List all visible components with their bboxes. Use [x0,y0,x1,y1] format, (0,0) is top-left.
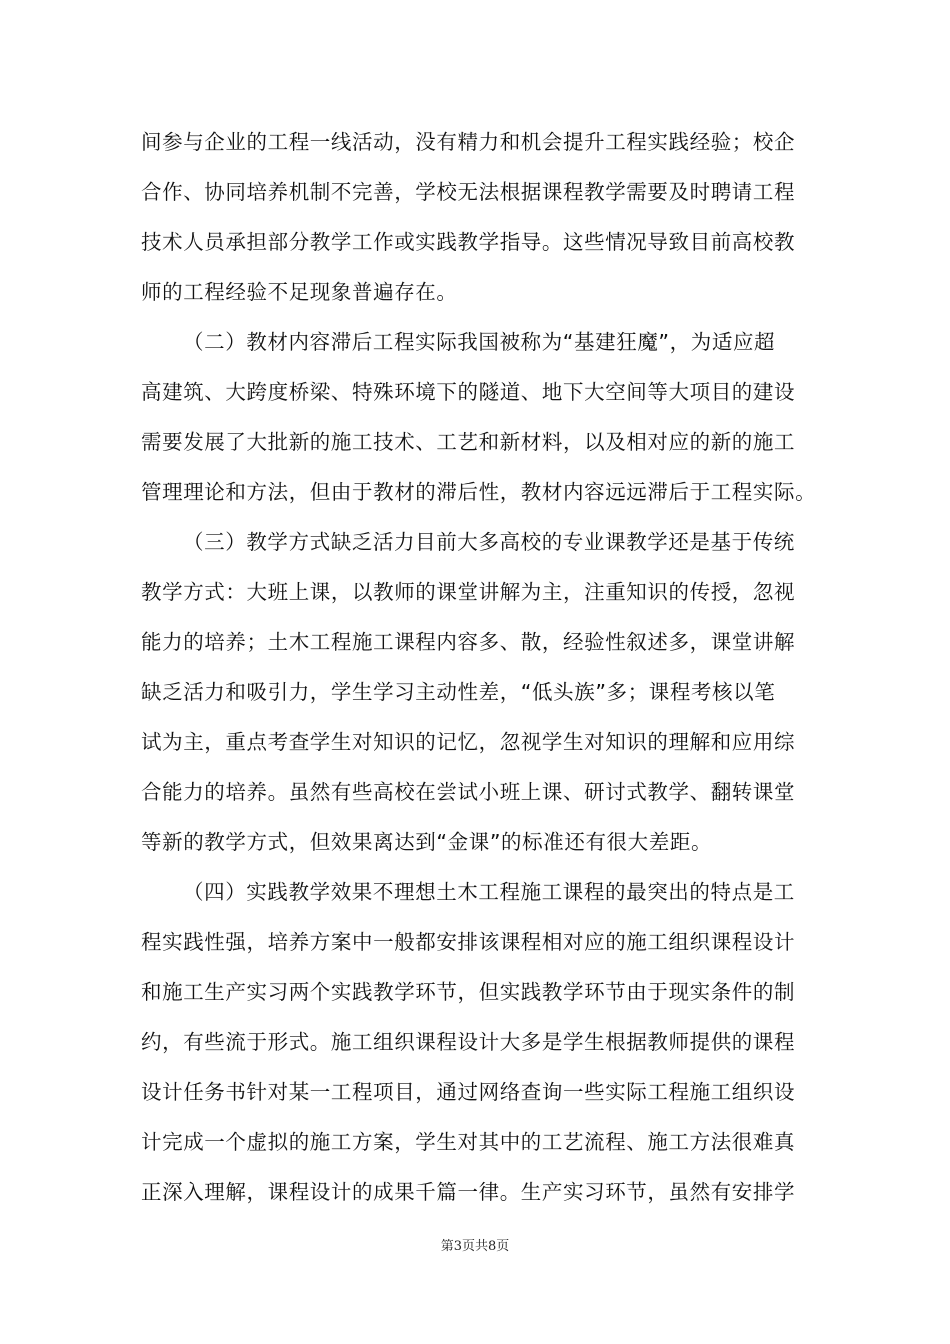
paragraph-start-line: （二）教材内容滞后工程实际我国被称为“基建狂魔”，为适应超 [183,330,776,354]
text-line: 正深入理解，课程设计的成果千篇一律。生产实习环节，虽然有安排学 [141,1180,796,1204]
text-line: 计完成一个虚拟的施工方案，学生对其中的工艺流程、施工方法很难真 [141,1130,796,1154]
text-line: 教学方式：大班上课，以教师的课堂讲解为主，注重知识的传授，忽视 [141,580,796,604]
text-line: 师的工程经验不足现象普遍存在。 [141,280,458,304]
text-line: 高建筑、大跨度桥梁、特殊环境下的隧道、地下大空间等大项目的建设 [141,380,796,404]
text-line: 需要发展了大批新的施工技术、工艺和新材料，以及相对应的新的施工 [141,430,796,454]
document-body [141,117,817,1217]
text-line: 等新的教学方式，但效果离达到“金课”的标准还有很大差距。 [141,830,713,854]
text-line: 技术人员承担部分教学工作或实践教学指导。这些情况导致目前高校教 [141,230,796,254]
text-line: 程实践性强，培养方案中一般都安排该课程相对应的施工组织课程设计 [141,930,796,954]
paragraph-start-line: （四）实践教学效果不理想土木工程施工课程的最突出的特点是工 [183,880,795,904]
text-line: 约，有些流于形式。施工组织课程设计大多是学生根据教师提供的课程 [141,1030,796,1054]
paragraph-start-line: （三）教学方式缺乏活力目前大多高校的专业课教学还是基于传统 [183,530,795,554]
page-number-footer: 第3页共8页 [440,1239,510,1254]
text-line: 和施工生产实习两个实践教学环节，但实践教学环节由于现实条件的制 [141,980,796,1004]
text-line: 合能力的培养。虽然有些高校在尝试小班上课、研讨式教学、翻转课堂 [141,780,796,804]
text-line: 试为主，重点考查学生对知识的记忆，忽视学生对知识的理解和应用综 [141,730,796,754]
text-line: 设计任务书针对某一工程项目，通过网络查询一些实际工程施工组织设 [141,1080,796,1104]
text-line: 间参与企业的工程一线活动，没有精力和机会提升工程实践经验；校企 [141,130,796,154]
text-line: 能力的培养；土木工程施工课程内容多、散，经验性叙述多，课堂讲解 [141,630,796,654]
text-line: 合作、协同培养机制不完善，学校无法根据课程教学需要及时聘请工程 [141,180,796,204]
text-line: 缺乏活力和吸引力，学生学习主动性差，“低头族”多；课程考核以笔 [141,680,776,704]
text-line: 管理理论和方法，但由于教材的滞后性，教材内容远远滞后于工程实际。 [141,480,817,504]
